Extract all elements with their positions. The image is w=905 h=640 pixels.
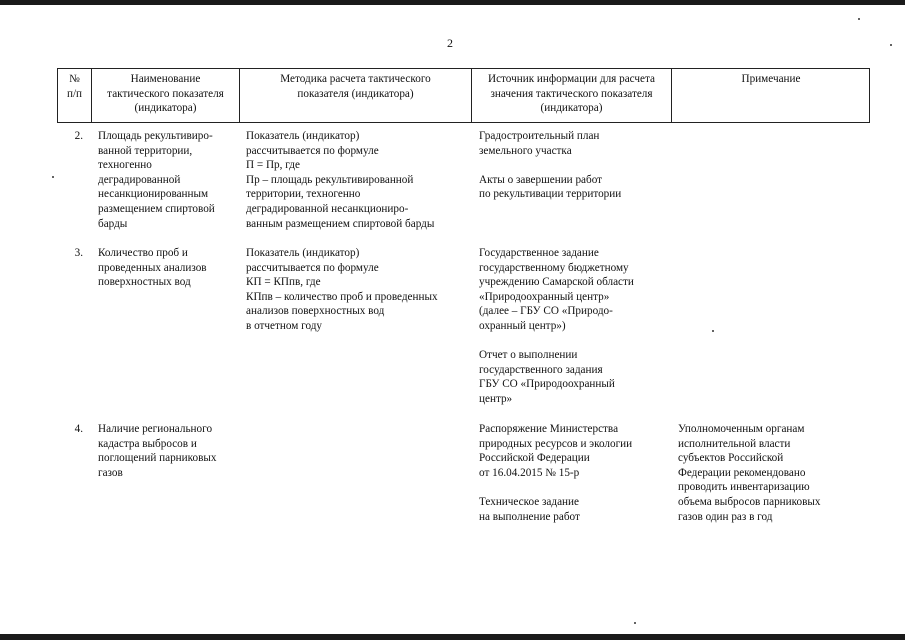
information-source: Государственное задание государственному бюджетному учреждению Самарской области «Природоохранный центр» (далее – ГБУ СО «Природо- охранный центр») Отчет о выполнении государственного задания ГБУ СО «Природоохранный центр» — [479, 247, 634, 405]
scan-speck — [712, 330, 714, 332]
scan-edge-bottom — [0, 634, 905, 640]
scan-speck — [890, 44, 892, 46]
indicator-name: Количество проб и проведенных анализов поверхностных вод — [98, 247, 207, 289]
row-number: 4. — [74, 423, 83, 435]
scan-speck — [634, 622, 636, 624]
information-source: Градостроительный план земельного участка Акты о завершении работ по рекультивации территории — [479, 130, 622, 201]
scan-speck — [52, 176, 54, 178]
information-source: Распоряжение Министерства природных ресурсов и экологии Российской Федерации от 16.04.2015 № 15-р Техническое задание на выполнение работ — [479, 423, 633, 523]
page-number: 2 — [447, 36, 453, 50]
row-number: 2. — [74, 130, 83, 142]
indicator-name: Наличие регионального кадастра выбросов и поглощений парниковых газов — [98, 423, 217, 479]
header-name: Наименование тактического показателя (индикатора) — [91, 68, 239, 122]
calculation-method: Показатель (индикатор) рассчитывается по формуле КП = КПпв, где КПпв – количество проб и проведенных анализов поверхностных вод в отчетном году — [246, 247, 438, 332]
header-source: Источник информации для расчета значения тактического показателя (индикатора) — [471, 68, 671, 122]
scan-speck — [858, 18, 860, 20]
header-method: Методика расчета тактического показателя (индикатора) — [239, 68, 471, 122]
indicator-name: Площадь рекультивиро- ванной территории, техногенно деградированной несанкционированным размещением спиртовой барды — [98, 130, 215, 230]
calculation-method: Показатель (индикатор) рассчитывается по формуле П = Пр, где Пр – площадь рекультивированной территории, техногенно деградированной несанкциониро- ванным размещением спиртовой барды — [246, 130, 435, 230]
scan-edge-top — [0, 0, 905, 5]
header-num: № п/п — [57, 68, 91, 122]
note: Уполномоченным органам исполнительной власти субъектов Российской Федерации рекомендовано проводить инвентаризацию объема выбросов парниковых газов один раз в год — [678, 423, 821, 523]
row-number: 3. — [74, 247, 83, 259]
header-note: Примечание — [671, 68, 870, 122]
